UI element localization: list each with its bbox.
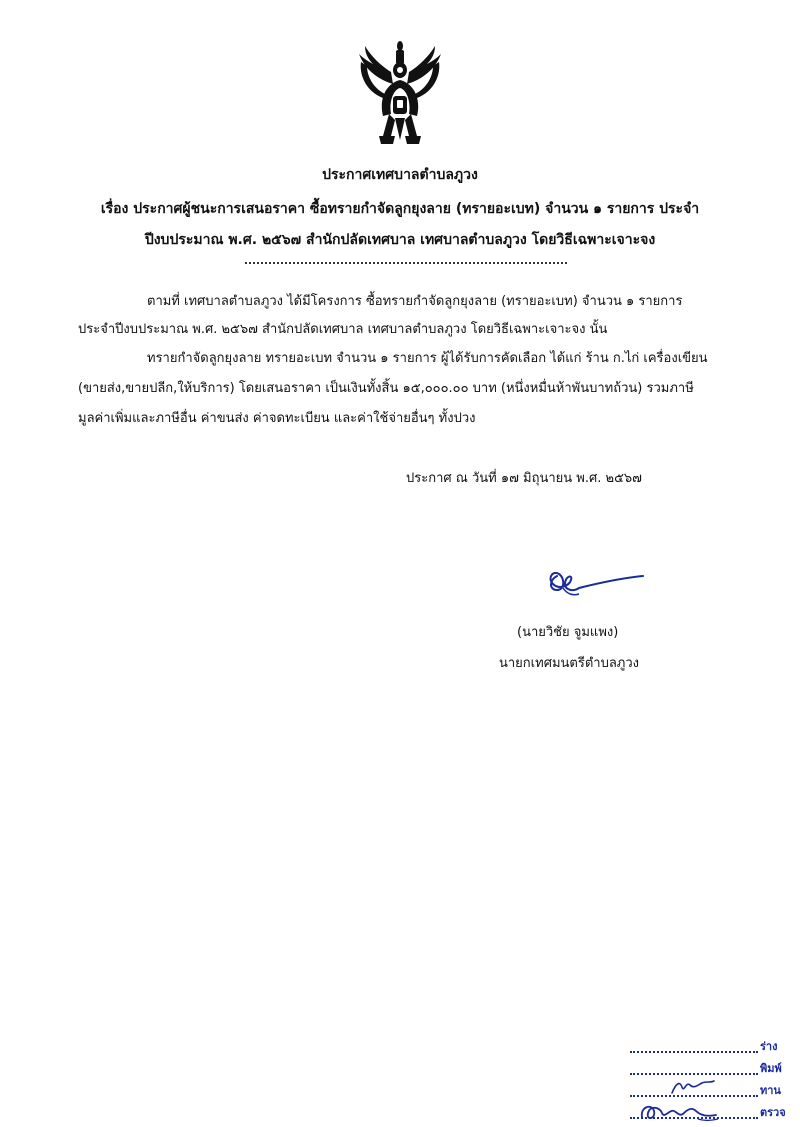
signature-icon: [543, 566, 645, 600]
routing-dots: [630, 1037, 758, 1053]
signer-position: นายกเทศมนตรีตำบลภูวง: [499, 656, 639, 671]
check-initials-icon: [636, 1097, 722, 1125]
subject-line-2: ปีงบประมาณ พ.ศ. ๒๕๖๗ สำนักปลัดเทศบาล เทศบาลตำบลภูวง โดยวิธีเฉพาะเจาะจง: [144, 232, 656, 248]
routing-label-check: ตรวจ: [760, 1106, 786, 1119]
signer-name: (นายวิชัย จูมแพง): [517, 625, 619, 640]
body-paragraph-2-line-1: ทรายกำจัดลูกยุงลาย ทรายอะเบท จำนวน ๑ รายการ ผู้ได้รับการคัดเลือก ได้แก่ ร้าน ก.ไก่ เครื่องเขียน: [147, 351, 708, 366]
body-paragraph-1-line-2: ประจำปีงบประมาณ พ.ศ. ๒๕๖๗ สำนักปลัดเทศบาล เทศบาลตำบลภูวง โดยวิธีเฉพาะเจาะจง นั้น: [78, 322, 608, 337]
body-paragraph-1-line-1: ตามที่ เทศบาลตำบลภูวง ได้มีโครงการ ซื้อทรายกำจัดลูกยุงลาย (ทรายอะเบท) จำนวน ๑ รายการ: [147, 294, 683, 309]
routing-dots: [630, 1059, 758, 1075]
subject-line-1: เรื่อง ประกาศผู้ชนะการเสนอราคา ซื้อทรายกำจัดลูกยุงลาย (ทรายอะเบท) จำนวน ๑ รายการ ประจำ: [100, 201, 700, 217]
divider: [245, 262, 567, 264]
review-initials-icon: [668, 1077, 718, 1097]
routing-label-review: ทาน: [760, 1084, 781, 1097]
routing-label-draft: ร่าง: [760, 1040, 778, 1053]
body-paragraph-2-line-3: มูลค่าเพิ่มและภาษีอื่น ค่าขนส่ง ค่าจดทะเบียน และค่าใช้จ่ายอื่นๆ ทั้งปวง: [78, 411, 476, 426]
body-paragraph-2-line-2: (ขายส่ง,ขายปลีก,ให้บริการ) โดยเสนอราคา เป็นเงินทั้งสิ้น ๑๕,๐๐๐.๐๐ บาท (หนึ่งหมื่นห้าพันบาทถ้วน) รวมภาษี: [78, 381, 694, 396]
routing-row-draft: [630, 1037, 795, 1059]
routing-label-print: พิมพ์: [760, 1062, 782, 1075]
page-title: ประกาศเทศบาลตำบลภูวง: [322, 167, 478, 183]
garuda-emblem-icon: [355, 40, 445, 148]
announcement-date: ประกาศ ณ วันที่ ๑๗ มิถุนายน พ.ศ. ๒๕๖๗: [406, 471, 642, 486]
